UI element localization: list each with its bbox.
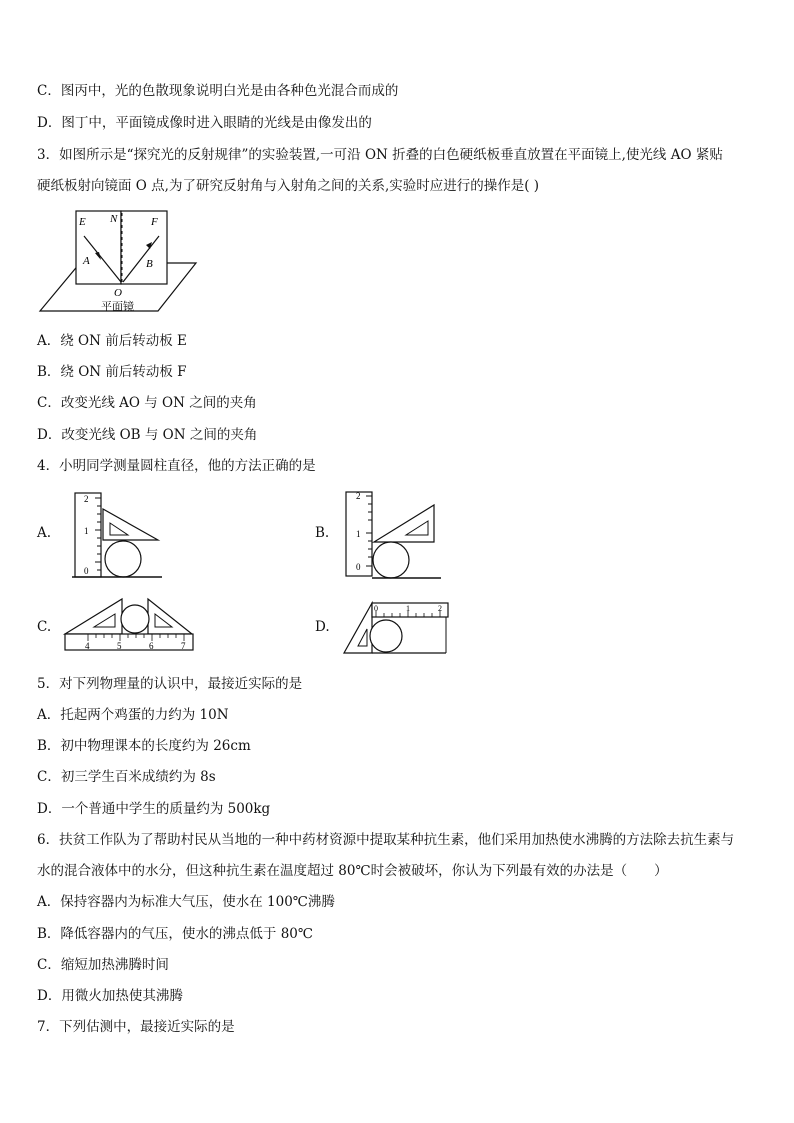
q2-option-d: D．图丁中，平面镜成像时进入眼睛的光线是由像发出的: [37, 115, 372, 131]
cylinder-d: [370, 620, 402, 652]
q3-stem-line1: 3．如图所示是“探究光的反射规律”的实验装置,一可沿 ON 折叠的白色硬纸板垂直放置在平面镜上,使光线 AO 紧贴: [37, 147, 723, 163]
ruler-a-tick-1: 1: [84, 526, 89, 536]
q4-figure-c: [62, 594, 198, 662]
ruler-d-tick-2: 2: [438, 604, 442, 613]
q5-option-d: D．一个普通中学生的质量约为 500kg: [37, 801, 271, 817]
cylinder-b: [373, 542, 409, 578]
ruler-c-tick-4: 4: [85, 641, 90, 651]
set-square-c-left: [65, 599, 122, 634]
q6-option-c: C．缩短加热沸腾时间: [37, 957, 169, 973]
ruler-c-tick-5: 5: [117, 641, 122, 651]
label-o: O: [114, 287, 122, 299]
q5-stem: 5．对下列物理量的认识中，最接近实际的是: [37, 676, 303, 692]
q3-option-a: A．绕 ON 前后转动板 E: [37, 333, 187, 349]
ruler-a-tick-2: 2: [84, 494, 89, 504]
label-a: A: [83, 255, 90, 267]
q4-label-a: A.: [37, 525, 52, 541]
ruler-a-tick-0: 0: [84, 566, 89, 576]
q5-option-b: B．初中物理课本的长度约为 26cm: [37, 738, 251, 754]
ruler-c-tick-7: 7: [181, 641, 186, 651]
q5-option-c: C．初三学生百米成绩约为 8s: [37, 769, 216, 785]
q4-label-b: B.: [315, 525, 330, 541]
q4-stem: 4．小明同学测量圆柱直径，他的方法正确的是: [37, 458, 316, 474]
q4-label-d: D.: [315, 619, 330, 635]
q4-figure-b: [343, 488, 443, 580]
q6-option-d: D．用微火加热使其沸腾: [37, 988, 183, 1004]
q5-option-a: A．托起两个鸡蛋的力约为 10N: [37, 707, 229, 723]
label-n: N: [110, 213, 118, 225]
ruler-b-tick-2: 2: [356, 491, 361, 501]
ruler-c-tick-6: 6: [149, 641, 154, 651]
q4-figure-a: [62, 490, 164, 580]
ruler-d-tick-0: 0: [374, 604, 378, 613]
label-e: E: [79, 216, 86, 228]
label-mirror: 平面镜: [101, 301, 134, 313]
cylinder-a: [105, 541, 141, 577]
board-f: [121, 211, 167, 284]
q3-stem-line2: 硬纸板射向镜面 O 点,为了研究反射角与入射角之间的关系,实验时应进行的操作是( ): [37, 178, 540, 194]
q4-figure-d: [342, 598, 450, 656]
ruler-b-tick-1: 1: [356, 529, 361, 539]
q6-stem-line2: 水的混合液体中的水分，但这种抗生素在温度超过 80℃时会被破坏，你认为下列最有效的办法是（ ）: [37, 863, 668, 879]
label-b: B: [146, 258, 153, 270]
label-f: F: [151, 216, 158, 228]
q6-option-a: A．保持容器内为标准大气压，使水在 100℃沸腾: [37, 894, 335, 910]
ruler-d: [372, 603, 448, 617]
q7-stem: 7．下列估测中，最接近实际的是: [37, 1019, 235, 1035]
q3-option-d: D．改变光线 OB 与 ON 之间的夹角: [37, 427, 258, 443]
ruler-d-tick-1: 1: [406, 604, 410, 613]
cylinder-c: [121, 605, 149, 633]
q4-label-c: C.: [37, 619, 52, 635]
q3-option-b: B．绕 ON 前后转动板 F: [37, 364, 187, 380]
q6-stem-line1: 6．扶贫工作队为了帮助村民从当地的一种中药材资源中提取某种抗生素，他们采用加热使水沸腾的方法除去抗生素与: [37, 832, 735, 848]
ruler-b-tick-0: 0: [356, 562, 361, 572]
q3-reflection-figure: [38, 208, 200, 320]
q6-option-b: B．降低容器内的气压，使水的沸点低于 80℃: [37, 926, 313, 942]
q3-option-c: C．改变光线 AO 与 ON 之间的夹角: [37, 395, 257, 411]
q2-option-c: C．图丙中，光的色散现象说明白光是由各种色光混合而成的: [37, 83, 399, 99]
